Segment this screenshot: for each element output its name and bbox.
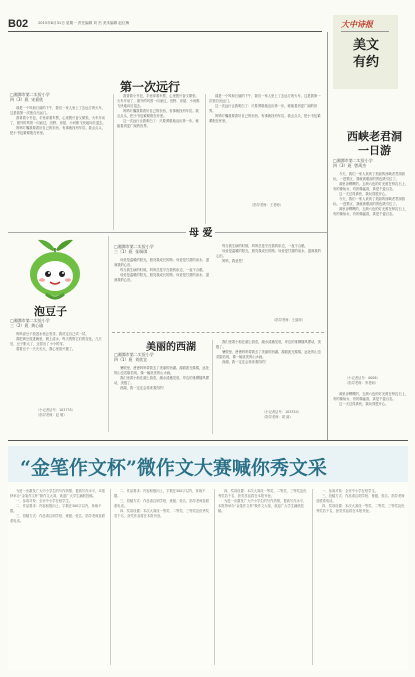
article2-title: 西峡老君洞 一日游	[347, 130, 402, 157]
contest-title: “金笔作文杯”微作文大赛喊你秀文采	[20, 457, 327, 479]
article4-paragraph: 妈妈，我爱您！	[222, 259, 246, 263]
article5-paragraph: 暑假里，爸爸妈妈带我去了美丽的西湖。湖面波光粼粼，远处的山峦若隐若现，像一幅优美的山水画。	[216, 350, 321, 359]
article4-body-col2	[216, 244, 322, 314]
article1-byline: □湘潭市第二实验小学 四（3）班 宋嘉欣	[10, 92, 50, 102]
bean-mascot-illustration	[24, 236, 86, 304]
article5-title: 美丽的西湖	[146, 342, 196, 353]
section-rule	[8, 232, 327, 233]
contest-body-col1	[10, 489, 106, 665]
contest-body-col2	[114, 489, 210, 665]
article3-paragraph: 我把黄豆放进碗里，倒上清水，每天观察它们的变化。几天后，豆子胀大了，还冒出了小小的芽。	[10, 337, 102, 346]
article2-paragraph: 这一天过得真快，我玩得很开心。	[339, 192, 389, 196]
article1-paragraph: 这一次远行让我明白了：只要勇敢地迈出第一步，就能看到更广阔的世界。	[117, 119, 199, 128]
article2-byline: □湘潭市第二实验小学 四（3）班 曾禹杰	[333, 158, 373, 168]
logo-divider	[341, 31, 389, 32]
article1-paragraph: 妈妈叮嘱我要看好自己的东西，有事就找列车员。我点点头，把小书包紧紧抱在怀里。	[117, 109, 199, 118]
article2-paragraph: 今天，我们一家人来到了美丽的西峡老君洞游玩。一进景区，我就被眼前的景色吸引住了。	[333, 197, 405, 206]
column-rule	[108, 236, 109, 432]
contest-section	[8, 440, 408, 671]
article4-paragraph: 每当我生病的时候，妈妈总是守在我的床边，一夜不合眼。	[120, 268, 206, 272]
article3-byline: □湘潭市第二实验小学 三（2）班 黄心瑜	[10, 318, 50, 328]
contest-paragraph: 三、投稿方式：作品请注明学校、班级、姓名、指导老师及联系电话。	[316, 494, 405, 503]
article1-title: 第一次远行	[120, 80, 181, 94]
article4-paragraph: 母爱是温暖的阳光，照亮我成长的路；母爱是甘甜的泉水，滋润我的心田。	[216, 249, 321, 258]
article1-paragraph: 我背着小书包，手里拿着车票，心里既兴奋又紧张。火车开动了，窗外的风景一闪而过，田野、房屋、小河都飞快地向后退去。	[10, 116, 106, 125]
article2-teacher: （小记者证号：0006） （指导老师：李老师）	[345, 376, 380, 385]
contest-paragraph: 三、投稿方式：作品请注明学校、班级、姓名、指导老师及联系电话。	[10, 514, 106, 523]
article3-paragraph: 妈妈说豆子放进水里会发芽，我决定自己试一试。	[16, 332, 89, 336]
column-rule	[212, 340, 213, 434]
column-logo	[333, 15, 398, 89]
article4-teacher: （指导老师：王丽萍）	[272, 318, 305, 322]
logo-top-text: 大中诗报	[341, 19, 373, 29]
column-rule	[214, 489, 215, 665]
article3-teacher: （小记者证号：103735） （指导老师：赵 敏）	[36, 408, 75, 417]
contest-body-col4	[316, 489, 406, 665]
article1-paragraph: 这一次远行让我明白了：只要勇敢地迈出第一步，就能看到更广阔的世界。	[209, 104, 318, 113]
contest-paragraph: 二、作品要求：内容积极向上，字数在300字以内，体裁不限。	[114, 489, 206, 498]
article5-paragraph: 西湖，我一定还会再来看你的！	[222, 360, 269, 364]
column-rule	[113, 94, 114, 230]
article3-body	[10, 332, 102, 406]
article1-paragraph: 妈妈叮嘱我要看好自己的东西，有事就找列车员。我点点头，把小书包紧紧抱在怀里。	[10, 126, 106, 135]
contest-paragraph: 一、参赛对象：全市中小学在校学生。	[322, 489, 379, 493]
article5-body-col1	[114, 366, 210, 434]
dateline: 2015年8月31日 星期一 责任编辑 刘 杰 美术编辑 赵红梅	[38, 21, 130, 25]
page-header	[8, 18, 328, 30]
article4-paragraph: 每当我生病的时候，妈妈总是守在我的床边，一夜不合眼。	[222, 244, 308, 248]
article2-paragraph: 洞里凉飕飕的，五颜六色的灯光照在钟乳石上，有的像仙女，有的像猛兽，真是千姿百态。	[333, 207, 409, 216]
article5-teacher: （小记者证号：103354） （指导老师：周 丽）	[262, 410, 301, 419]
article1-teacher: （指导老师：王老师）	[250, 203, 283, 207]
article1-body-col1	[10, 106, 108, 228]
article4-body-col1	[114, 258, 210, 330]
article2-paragraph: 今天，我们一家人来到了美丽的西峡老君洞游玩。一进景区，我就被眼前的景色吸引住了。	[333, 172, 405, 181]
page-number: B02	[8, 18, 29, 30]
article3-paragraph: 看着豆子一天天长大，我心里高兴极了。	[16, 347, 76, 351]
article4-paragraph: 母爱是温暖的阳光，照亮我成长的路；母爱是甘甜的泉水，滋润我的心田。	[114, 273, 210, 282]
section-rule	[112, 332, 324, 333]
contest-paragraph: 四、奖项设置：本次大赛设一等奖、二等奖、三等奖及优秀奖若干名，获奖作品将在本报刊登。	[114, 509, 210, 518]
article1-body-col3	[209, 94, 321, 200]
article5-paragraph: 暑假里，爸爸妈妈带我去了美丽的西湖。湖面波光粼粼，远处的山峦若隐若现，像一幅优美的山水画。	[114, 366, 210, 375]
article5-paragraph: 西湖，我一定还会再来看你的！	[120, 386, 167, 390]
contest-paragraph: 为进一步激发广大中小学生的写作热情，提高写作水平，本报特举办“金笔作文杯”微作文大赛，欢迎广大学生踊跃投稿。	[218, 499, 307, 513]
header-rule	[8, 31, 322, 32]
contest-paragraph: 四、奖项设置：本次大赛设一等奖、二等奖、三等奖及优秀奖若干名，获奖作品将在本报刊登。	[316, 504, 405, 513]
article1-body-col2	[117, 94, 201, 214]
article3-title: 泡豆子	[34, 305, 67, 318]
logo-title: 美文 有约	[352, 38, 379, 70]
contest-paragraph: 一、参赛对象：全市中小学在校学生。	[16, 499, 73, 503]
article2-paragraph: 洞里凉飕飕的，五颜六色的灯光照在钟乳石上，有的像仙女，有的像猛兽，真是千姿百态。	[333, 392, 409, 401]
article2-body	[333, 172, 409, 372]
article5-paragraph: 我们坐着小船在湖上游览，湖水清澈见底，岸边的垂柳随风摆动，美极了。	[114, 376, 210, 385]
article1-paragraph: 我背着小书包，手里拿着车票，心里既兴奋又紧张。火车开动了，窗外的风景一闪而过，田野、房屋、小河都飞快地向后退去。	[117, 94, 200, 108]
contest-body-col3	[218, 489, 308, 665]
contest-paragraph: 二、作品要求：内容积极向上，字数在300字以内，体裁不限。	[10, 504, 102, 513]
column-rule	[312, 489, 313, 665]
article5-byline: □湘潭市第二实验小学 四（1）班 刘欣宜	[114, 352, 154, 362]
article2-paragraph: 洞里凉飕飕的，五颜六色的灯光照在钟乳石上，有的像仙女，有的像猛兽，真是千姿百态。	[333, 182, 409, 191]
article1-paragraph: 妈妈叮嘱我要看好自己的东西，有事就找列车员。我点点头，把小书包紧紧抱在怀里。	[209, 114, 321, 123]
article1-paragraph: 那是一个风和日丽的下午，我们一家人坐上了去远方的火车，这是我第一次独自出远门。	[209, 94, 321, 103]
column-rule	[110, 489, 111, 665]
column-rule	[205, 94, 206, 230]
article1-paragraph: 那是一个风和日丽的下午，我们一家人坐上了去远方的火车，这是我第一次独自出远门。	[10, 106, 106, 115]
contest-paragraph: 为进一步激发广大中小学生的写作热情，提高写作水平，本报特举办“金笔作文杯”微作文大赛，欢迎广大学生踊跃投稿。	[10, 489, 106, 498]
article2-paragraph: 这一天过得真快，我玩得很开心。	[339, 402, 389, 406]
contest-paragraph: 三、投稿方式：作品请注明学校、班级、姓名、指导老师及联系电话。	[114, 499, 210, 508]
article4-byline: □湘潭市第二实验小学 三（1）班 张瑞琪	[114, 244, 154, 254]
article4-paragraph: 母爱是温暖的阳光，照亮我成长的路；母爱是甘甜的泉水，滋润我的心田。	[114, 258, 210, 267]
article5-body-col2	[216, 340, 322, 406]
article5-paragraph: 我们坐着小船在湖上游览，湖水清澈见底，岸边的垂柳随风摆动，美极了。	[216, 340, 321, 349]
article4-title: 母 爱	[186, 224, 215, 239]
contest-paragraph: 四、奖项设置：本次大赛设一等奖、二等奖、三等奖及优秀奖若干名，获奖作品将在本报刊登。	[218, 489, 307, 498]
